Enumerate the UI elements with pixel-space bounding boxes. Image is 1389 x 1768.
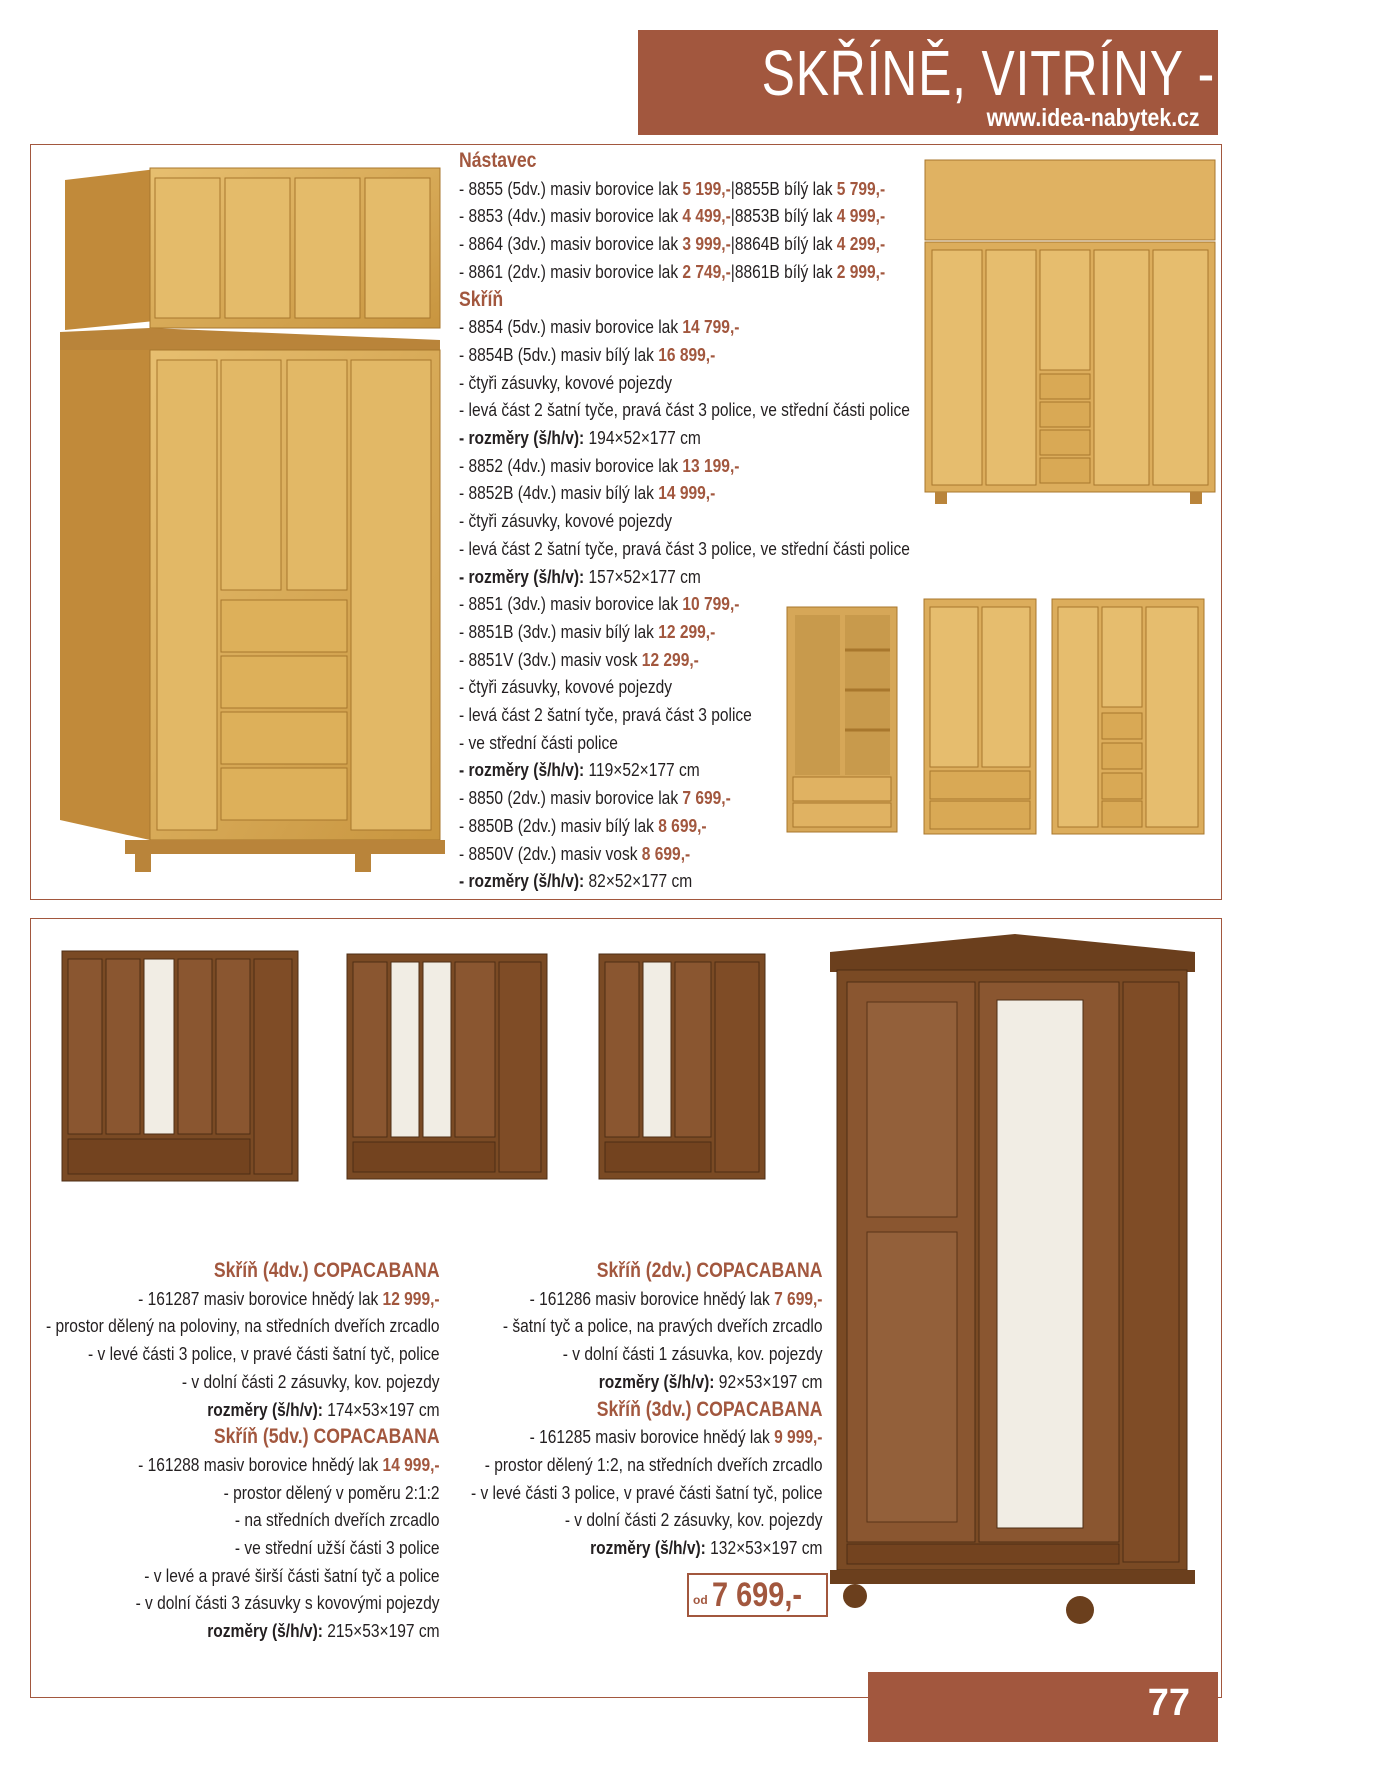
price: 14 999,- [658,482,716,504]
dimensions-label: rozměry (š/h/v): [589,1537,706,1559]
spec-text: |8855B bílý lak [730,177,837,199]
spec-text: - 8854B (5dv.) masiv bílý lak [459,343,659,365]
spec-price-line [46,1285,440,1313]
spec-dimensions-line [470,1534,822,1562]
spec-heading [470,1257,822,1285]
spec-text: - 8851V (3dv.) masiv vosk [459,648,642,670]
spec-feature-line [46,1534,440,1562]
spec-price-line [46,1451,440,1479]
spec-text: - v dolní části 1 zásuvka, kov. pojezdy [562,1343,822,1365]
spec-text: - 8852B (4dv.) masiv bílý lak [459,482,659,504]
page-title: SKŘÍNĚ, VITRÍNY - MASIV [761,37,1389,109]
spec-text: - 161285 masiv borovice hnědý lak [529,1426,774,1448]
spec-dimensions-line [459,424,910,452]
spec-feature-line [46,1368,440,1396]
spec-text: - 8855 (5dv.) masiv borovice lak [459,177,683,199]
spec-text: - prostor dělený 1:2, na středních dveřích zrcadlo [484,1453,822,1475]
spec-heading [46,1423,440,1451]
spec-text: - 8850 (2dv.) masiv borovice lak [459,787,683,809]
price: 7 699,- [682,787,731,809]
spec-text: - 8850B (2dv.) masiv bílý lak [459,814,659,836]
spec-feature-line [459,729,910,757]
spec-heading-text: Skříň (5dv.) COPACABANA [214,1425,440,1449]
spec-text: - v levé části 3 police, v pravé části šatní tyč, police [470,1481,822,1503]
price: 4 499,- [682,205,731,227]
spec-feature-line [470,1451,822,1479]
price: 2 749,- [682,260,731,282]
dimensions-value: 92×53×197 cm [713,1370,822,1392]
spec-heading-text: Skříň (4dv.) COPACABANA [214,1259,440,1282]
spec-text: |8861B bílý lak [730,260,837,282]
spec-text: - v levé části 3 police, v pravé části šatní tyč, police [88,1343,440,1365]
spec-feature-line [459,535,910,563]
spec-price-line [459,812,910,840]
dimensions-label: rozměry (š/h/v): [207,1398,324,1420]
dimensions-value: 194×52×177 cm [584,427,701,449]
spec-heading [459,286,910,314]
spec-feature-line [459,507,910,535]
spec-text: - 8851B (3dv.) masiv bílý lak [459,620,659,642]
spec-text: - ve střední části police [459,731,618,753]
spec-dimensions-line [459,756,910,784]
price: 8 699,- [641,842,691,864]
spec-text: - prostor dělený v poměru 2:1:2 [224,1481,440,1503]
price: 5 199,- [682,177,731,199]
spec-feature-line [470,1506,822,1534]
spec-dimensions-line [46,1617,440,1645]
price: 12 299,- [658,620,716,642]
spec-price-line [459,479,910,507]
spec-feature-line [470,1479,822,1507]
spec-heading-text: Skříň (2dv.) COPACABANA [596,1259,822,1282]
price: 10 799,- [682,593,740,615]
dimensions-label: - rozměry (š/h/v): [459,427,585,449]
spec-feature-line [46,1589,440,1617]
spec-text: - v levé a pravé širší části šatní tyč a police [144,1564,440,1586]
spec-heading-text: Nástavec [459,149,537,172]
spec-text: |8864B bílý lak [730,233,837,255]
spec-text: - v dolní části 2 zásuvky, kov. pojezdy [564,1509,822,1531]
spec-heading [470,1396,822,1424]
spec-dimensions-line [46,1396,440,1424]
spec-price-line [459,590,910,618]
price-value: 7 699,- [711,1575,802,1614]
copacabana-3door-image [597,948,767,1198]
spec-text: - prostor dělený na poloviny, na středních dveřích zrcadlo [46,1315,440,1337]
spec-text: - 161287 masiv borovice hnědý lak [138,1287,383,1309]
copacabana-right-spec [404,1257,822,1562]
spec-text: - 8851 (3dv.) masiv borovice lak [459,593,683,615]
spec-price-line [459,230,910,258]
spec-price-line [459,618,910,646]
spec-text: - 8850V (2dv.) masiv vosk [459,842,642,864]
price: 4 999,- [836,205,886,227]
spec-dimensions-line [459,867,910,895]
pine-spec-list [459,147,996,895]
spec-text: |8853B bílý lak [730,205,837,227]
dimensions-value: 157×52×177 cm [584,565,701,587]
spec-feature-line [46,1340,440,1368]
dimensions-label: rozměry (š/h/v): [598,1370,714,1392]
spec-price-line [459,313,910,341]
price: 12 999,- [382,1287,440,1309]
spec-text: - v dolní části 2 zásuvky, kov. pojezdy [182,1370,440,1392]
spec-dimensions-line [470,1368,822,1396]
spec-price-line [459,341,910,369]
spec-feature-line [470,1340,822,1368]
spec-price-line [470,1423,822,1451]
price: 12 299,- [641,648,699,670]
spec-price-line [459,840,910,868]
spec-text: - v dolní části 3 zásuvky s kovovými pojezdy [135,1592,440,1614]
price: 14 799,- [682,316,740,338]
website-url[interactable]: www.idea-nabytek.cz [987,104,1200,132]
spec-text: - čtyři zásuvky, kovové pojezdy [459,676,673,698]
spec-feature-line [459,396,910,424]
dimensions-label: rozměry (š/h/v): [207,1620,324,1642]
price: 2 999,- [836,260,886,282]
dimensions-label: - rozměry (š/h/v): [459,759,585,781]
dimensions-value: 215×53×197 cm [323,1620,440,1642]
spec-feature-line [46,1506,440,1534]
spec-feature-line [46,1479,440,1507]
spec-text: - na středních dveřích zrcadlo [235,1509,440,1531]
spec-price-line [459,258,910,286]
price-prefix: od [693,1593,708,1607]
spec-text: - 8853 (4dv.) masiv borovice lak [459,205,683,227]
wardrobe-5door-with-top-image [55,160,445,880]
spec-feature-line [459,673,910,701]
spec-heading-text: Skříň [459,287,504,311]
price-badge [687,1573,828,1617]
spec-price-line [459,784,910,812]
dimensions-label: - rozměry (š/h/v): [459,565,585,587]
copacabana-5door-image [345,948,550,1198]
wardrobe-3door-image [1048,595,1208,845]
spec-text: - ve střední užší části 3 police [235,1537,440,1559]
spec-feature-line [46,1562,440,1590]
dimensions-value: 174×53×197 cm [323,1398,440,1420]
price: 13 199,- [682,454,740,476]
spec-feature-line [46,1312,440,1340]
copacabana-left-spec [0,1257,440,1645]
spec-price-line [459,452,910,480]
price: 4 299,- [836,233,886,255]
spec-price-line [459,175,910,203]
spec-heading [459,147,910,175]
spec-text: - levá část 2 šatní tyče, pravá část 3 police, ve střední části police [459,399,910,421]
spec-feature-line [470,1312,822,1340]
spec-dimensions-line [459,563,910,591]
spec-text: - 161286 masiv borovice hnědý lak [529,1287,774,1309]
copacabana-2door-large-image [825,932,1200,1632]
spec-heading-text: Skříň (3dv.) COPACABANA [596,1397,822,1421]
spec-text: - 161288 masiv borovice hnědý lak [138,1453,383,1475]
price: 14 999,- [382,1453,440,1475]
header-banner [638,30,1389,135]
spec-feature-line [459,369,910,397]
dimensions-value: 119×52×177 cm [584,759,700,781]
spec-text: - čtyři zásuvky, kovové pojezdy [459,371,673,393]
spec-text: - levá část 2 šatní tyče, pravá část 3 police, ve střední části police [459,537,910,559]
dimensions-value: 82×52×177 cm [584,870,693,892]
price: 9 999,- [773,1426,822,1448]
price: 7 699,- [773,1287,822,1309]
spec-text: - šatní tyč a police, na pravých dveřích zrcadlo [502,1315,822,1337]
price: 3 999,- [682,233,731,255]
spec-heading [46,1257,440,1285]
page-number-tab [868,1672,1218,1742]
spec-price-line [459,202,910,230]
spec-text: - 8854 (5dv.) masiv borovice lak [459,316,683,338]
spec-text: - 8864 (3dv.) masiv borovice lak [459,233,683,255]
spec-text: - čtyři zásuvky, kovové pojezdy [459,510,673,532]
spec-price-line [470,1285,822,1313]
dimensions-label: - rozměry (š/h/v): [459,870,585,892]
price: 8 699,- [658,814,707,836]
spec-price-line [459,646,910,674]
spec-text: - 8852 (4dv.) masiv borovice lak [459,454,683,476]
price: 16 899,- [658,343,716,365]
copacabana-4door-image [60,945,300,1200]
dimensions-value: 132×53×197 cm [705,1537,822,1559]
spec-feature-line [459,701,910,729]
spec-text: - 8861 (2dv.) masiv borovice lak [459,260,683,282]
price: 5 799,- [836,177,886,199]
page-number: 77 [1147,1682,1190,1724]
spec-text: - levá část 2 šatní tyče, pravá část 3 police [459,704,752,726]
